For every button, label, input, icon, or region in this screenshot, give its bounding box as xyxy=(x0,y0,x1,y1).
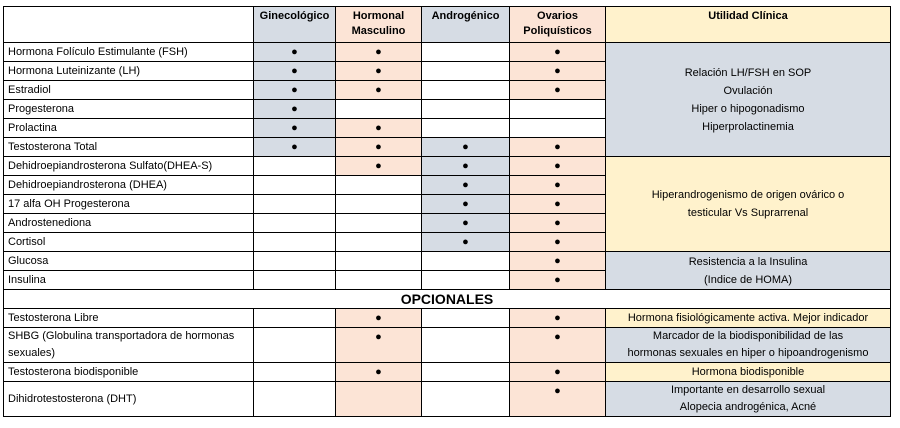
cell-hm xyxy=(336,62,422,81)
table-row xyxy=(4,328,891,363)
bullet-dot: ● xyxy=(554,217,561,229)
hormone-panel-table xyxy=(3,6,891,417)
bullet-dot: ● xyxy=(291,141,298,153)
bullet-dot: ● xyxy=(375,366,382,378)
analyte-name: Testosterona Libre xyxy=(4,309,254,328)
bullet-dot: ● xyxy=(291,122,298,134)
cell-hm xyxy=(336,138,422,157)
cell-gin xyxy=(254,271,336,290)
bullet-dot: ● xyxy=(554,274,561,286)
bullet-dot: ● xyxy=(375,312,382,324)
bullet-dot: ● xyxy=(375,141,382,153)
bullet-dot: ● xyxy=(554,236,561,248)
cell-gin xyxy=(254,157,336,176)
bullet-dot: ● xyxy=(554,65,561,77)
cell-and xyxy=(422,119,510,138)
cell-hm xyxy=(336,328,422,363)
analyte-name: Insulina xyxy=(4,271,254,290)
bullet-dot: ● xyxy=(462,198,469,210)
cell-and xyxy=(422,62,510,81)
cell-hm xyxy=(336,233,422,252)
cell-gin xyxy=(254,43,336,62)
cell-and xyxy=(422,363,510,382)
cell-and xyxy=(422,233,510,252)
cell-ov xyxy=(510,271,606,290)
analyte-name: Progesterona xyxy=(4,100,254,119)
bullet-dot: ● xyxy=(375,65,382,77)
bullet-dot: ● xyxy=(291,46,298,58)
utility-line: Marcador de la biodisponibilidad de las xyxy=(652,330,844,342)
bullet-dot: ● xyxy=(462,179,469,191)
cell-gin xyxy=(254,176,336,195)
utility-line: (Indice de HOMA) xyxy=(703,273,793,286)
analyte-name: 17 alfa OH Progesterona xyxy=(4,195,254,214)
cell-and xyxy=(422,100,510,119)
analyte-name: SHBG (Globulina transportadora de hormonas sexuales) xyxy=(4,328,254,363)
cell-ov xyxy=(510,157,606,176)
analyte-name: Prolactina xyxy=(4,119,254,138)
utility-line: Hiper o hipogonadismo xyxy=(691,102,805,115)
analyte-name: Dehidroepiandrosterona (DHEA) xyxy=(4,176,254,195)
utility-line: Importante en desarrollo sexual xyxy=(670,384,826,396)
bullet-dot: ● xyxy=(554,255,561,267)
header-row xyxy=(4,7,891,43)
cell-ov xyxy=(510,233,606,252)
bullet-dot: ● xyxy=(554,46,561,58)
utility-cell xyxy=(606,252,891,290)
cell-gin xyxy=(254,363,336,382)
cell-and xyxy=(422,157,510,176)
header-ginecologico: Ginecológico xyxy=(254,7,336,43)
cell-hm xyxy=(336,363,422,382)
header-hormonal-masculino: Hormonal Masculino xyxy=(336,7,422,43)
utility-line: Hiperandrogenismo de origen ovárico o xyxy=(651,189,845,201)
cell-gin xyxy=(254,81,336,100)
cell-hm xyxy=(336,43,422,62)
bullet-dot: ● xyxy=(462,160,469,172)
cell-gin xyxy=(254,252,336,271)
cell-and xyxy=(422,309,510,328)
analyte-name: Hormona Luteinizante (LH) xyxy=(4,62,254,81)
utility-cell xyxy=(606,363,891,382)
bullet-dot: ● xyxy=(291,103,298,115)
cell-gin xyxy=(254,100,336,119)
header-androgenico: Androgénico xyxy=(422,7,510,43)
bullet-dot: ● xyxy=(554,179,561,191)
bullet-dot: ● xyxy=(462,141,469,153)
bullet-dot: ● xyxy=(554,141,561,153)
analyte-name: Glucosa xyxy=(4,252,254,271)
cell-ov xyxy=(510,81,606,100)
bullet-dot: ● xyxy=(375,46,382,58)
section-row xyxy=(4,290,891,309)
header-ovarios-poliquisticos: Ovarios Poliquísticos xyxy=(510,7,606,43)
bullet-dot: ● xyxy=(554,385,561,397)
cell-gin xyxy=(254,382,336,417)
cell-and xyxy=(422,195,510,214)
analyte-name: Estradiol xyxy=(4,81,254,100)
cell-and xyxy=(422,328,510,363)
utility-line: Relación LH/FSH en SOP xyxy=(684,66,812,79)
cell-hm xyxy=(336,176,422,195)
bullet-dot: ● xyxy=(462,236,469,248)
cell-hm xyxy=(336,252,422,271)
cell-hm xyxy=(336,100,422,119)
cell-ov xyxy=(510,176,606,195)
analyte-name: Testosterona biodisponible xyxy=(4,363,254,382)
utility-cell xyxy=(606,382,891,417)
table-row xyxy=(4,252,891,271)
analyte-name: Dihidrotestosterona (DHT) xyxy=(4,382,254,417)
bullet-dot: ● xyxy=(291,65,298,77)
cell-gin xyxy=(254,138,336,157)
utility-line: Alopecia androgénica, Acné xyxy=(679,401,817,413)
bullet-dot: ● xyxy=(375,331,382,343)
cell-and xyxy=(422,138,510,157)
cell-gin xyxy=(254,309,336,328)
cell-gin xyxy=(254,233,336,252)
utility-line: Hiperprolactinemia xyxy=(702,120,794,133)
cell-and xyxy=(422,252,510,271)
cell-hm xyxy=(336,214,422,233)
cell-hm xyxy=(336,157,422,176)
utility-cell xyxy=(606,328,891,363)
cell-and xyxy=(422,214,510,233)
cell-ov xyxy=(510,195,606,214)
cell-gin xyxy=(254,328,336,363)
analyte-name: Hormona Folículo Estimulante (FSH) xyxy=(4,43,254,62)
cell-ov xyxy=(510,119,606,138)
analyte-name: Cortisol xyxy=(4,233,254,252)
cell-and xyxy=(422,176,510,195)
cell-hm xyxy=(336,309,422,328)
cell-ov xyxy=(510,328,606,363)
cell-ov xyxy=(510,382,606,417)
bullet-dot: ● xyxy=(375,84,382,96)
table-row xyxy=(4,363,891,382)
cell-hm xyxy=(336,382,422,417)
utility-line: Resistencia a la Insulina xyxy=(688,255,808,268)
bullet-dot: ● xyxy=(375,122,382,134)
cell-ov xyxy=(510,214,606,233)
table-row xyxy=(4,382,891,417)
utility-line: testicular Vs Suprarrenal xyxy=(687,207,809,219)
cell-ov xyxy=(510,43,606,62)
utility-cell xyxy=(606,157,891,252)
cell-and xyxy=(422,43,510,62)
header-blank xyxy=(4,7,254,43)
cell-and xyxy=(422,382,510,417)
analyte-name: Testosterona Total xyxy=(4,138,254,157)
bullet-dot: ● xyxy=(554,84,561,96)
bullet-dot: ● xyxy=(554,331,561,343)
table-row xyxy=(4,43,891,62)
cell-ov xyxy=(510,252,606,271)
bullet-dot: ● xyxy=(554,160,561,172)
bullet-dot: ● xyxy=(375,160,382,172)
cell-and xyxy=(422,81,510,100)
cell-hm xyxy=(336,119,422,138)
cell-ov xyxy=(510,62,606,81)
cell-and xyxy=(422,271,510,290)
analyte-name: Dehidroepiandrosterona Sulfato(DHEA-S) xyxy=(4,157,254,176)
table-row xyxy=(4,309,891,328)
cell-hm xyxy=(336,81,422,100)
bullet-dot: ● xyxy=(291,84,298,96)
utility-line: hormonas sexuales en hiper o hipoandrogenismo xyxy=(627,347,869,359)
utility-line: Hormona biodisponible xyxy=(691,366,805,378)
cell-ov xyxy=(510,138,606,157)
bullet-dot: ● xyxy=(462,217,469,229)
utility-cell xyxy=(606,309,891,328)
cell-ov xyxy=(510,309,606,328)
cell-ov xyxy=(510,363,606,382)
analyte-name: Androstenediona xyxy=(4,214,254,233)
cell-hm xyxy=(336,195,422,214)
bullet-dot: ● xyxy=(554,312,561,324)
utility-line: Hormona fisiológicamente activa. Mejor indicador xyxy=(627,312,869,324)
bullet-dot: ● xyxy=(554,366,561,378)
cell-gin xyxy=(254,214,336,233)
cell-gin xyxy=(254,195,336,214)
cell-ov xyxy=(510,100,606,119)
utility-cell xyxy=(606,43,891,157)
cell-gin xyxy=(254,119,336,138)
cell-hm xyxy=(336,271,422,290)
utility-line: Ovulación xyxy=(723,84,773,97)
header-utilidad-clinica: Utilidad Clínica xyxy=(606,7,891,43)
table-body xyxy=(4,43,891,417)
table-row xyxy=(4,157,891,176)
bullet-dot: ● xyxy=(554,198,561,210)
cell-gin xyxy=(254,62,336,81)
section-title: OPCIONALES xyxy=(4,290,891,309)
